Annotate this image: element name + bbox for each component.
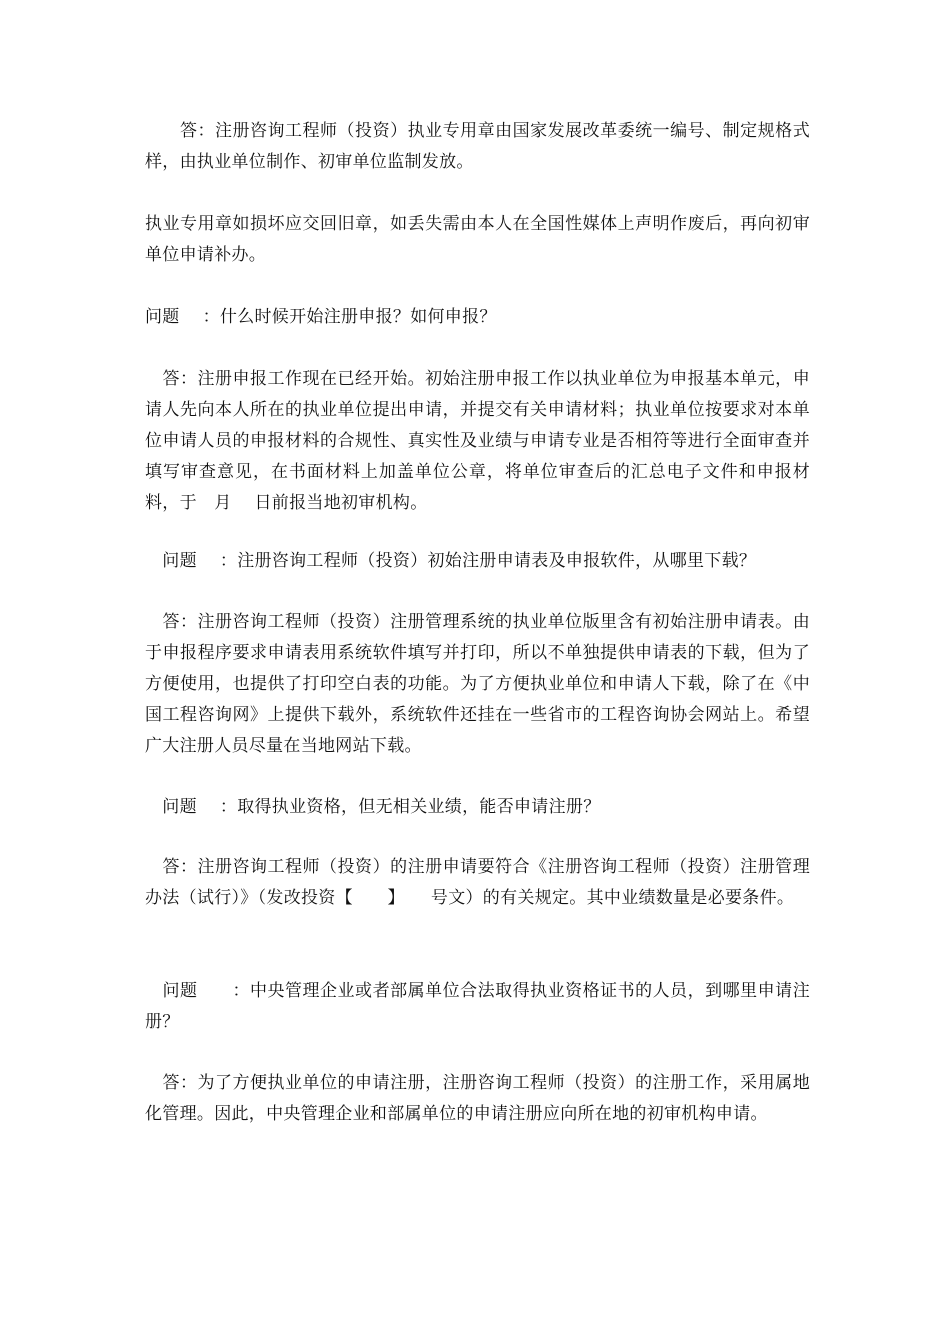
- answer-no-performance: 答：注册咨询工程师（投资）的注册申请要符合《注册咨询工程师（投资）注册管理办法（试行）》（发改投资【 】 号文）的有关规定。其中业绩数量是必要条件。: [145, 857, 810, 908]
- answer-download-form: 答：注册咨询工程师（投资）注册管理系统的执业单位版里含有初始注册申请表。由于申报程序要求申请表用系统软件填写并打印，所以不单独提供申请表的下载，但为了方便使用，也提供了打印空白表的功能。为了方便执业单位和申请人下载，除了在《中国工程咨询网》上提供下载外，系统软件还挂在一些省市的工程咨询协会网站上。希望广大注册人员尽量在当地网站下载。: [145, 612, 810, 756]
- question-central-enterprises: 问题 ：中央管理企业或者部属单位合法取得执业资格证书的人员，到哪里申请注册？: [145, 981, 810, 1032]
- answer-paragraph-seal: 答：注册咨询工程师（投资）执业专用章由国家发展改革委统一编号、制定规格式样，由执业单位制作、初审单位监制发放。: [145, 121, 810, 172]
- question-when-to-register: 问题 ：什么时候开始注册申报？如何申报？: [145, 307, 497, 327]
- answer-when-to-register: 答：注册申报工作现在已经开始。初始注册申报工作以执业单位为申报基本单元，申请人先向本人所在的执业单位提出申请，并提交有关申请材料；执业单位按要求对本单位申请人员的申报材料的合规性、真实性及业绩与申请专业是否相符等进行全面审查并填写审查意见，在书面材料上加盖单位公章，将单位审查后的汇总电子文件和申报材料，于 月 日前报当地初审机构。: [145, 369, 810, 513]
- question-no-performance: 问题 ：取得执业资格，但无相关业绩，能否申请注册？: [145, 797, 601, 817]
- question-download-form: 问题 ：注册咨询工程师（投资）初始注册申请表及申报软件，从哪里下载？: [145, 551, 757, 571]
- paragraph-seal-replacement: 执业专用章如损坏应交回旧章，如丢失需由本人在全国性媒体上声明作废后，再向初审单位申请补办。: [145, 214, 810, 265]
- answer-central-enterprises: 答：为了方便执业单位的申请注册，注册咨询工程师（投资）的注册工作，采用属地化管理。因此，中央管理企业和部属单位的申请注册应向所在地的初审机构申请。: [145, 1073, 810, 1124]
